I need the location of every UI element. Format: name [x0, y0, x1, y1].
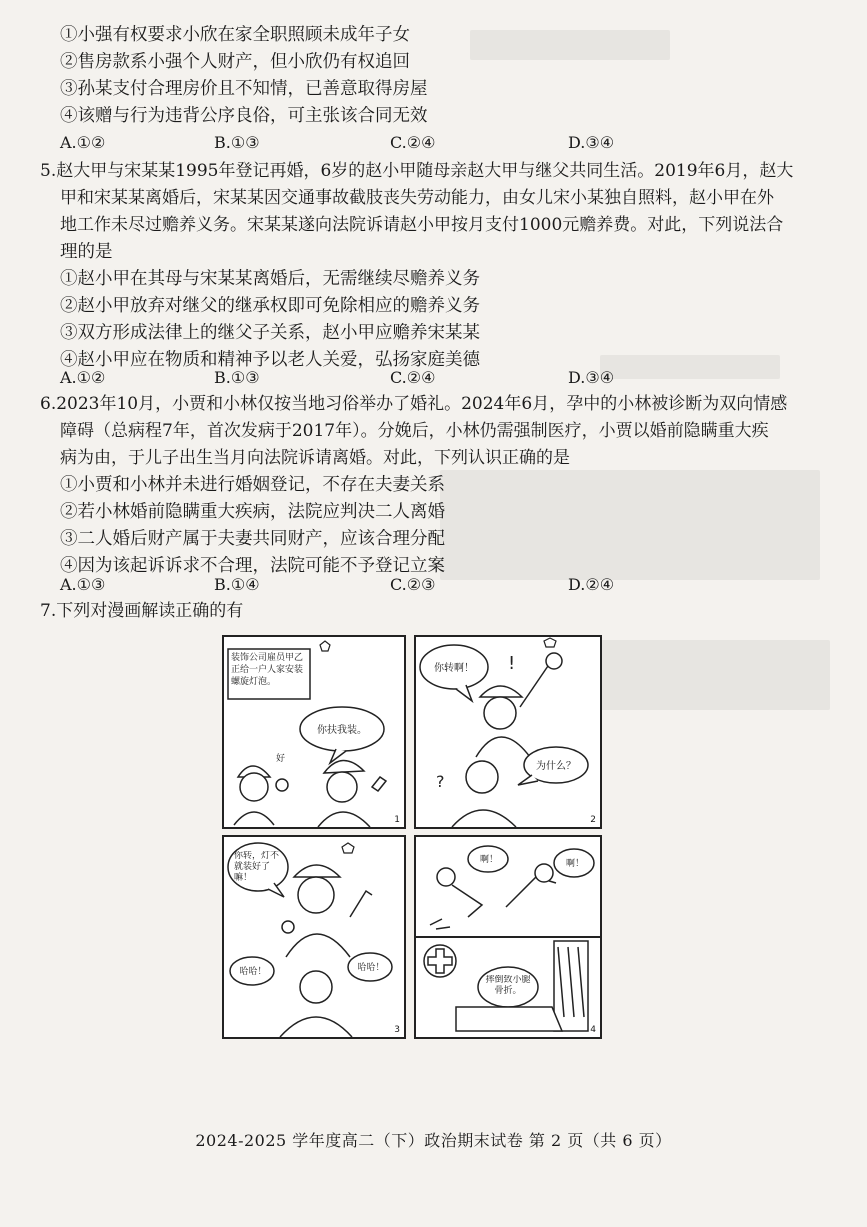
comic-ok-p1: 好 [276, 754, 286, 764]
q4-statement-1: ①小强有权要求小欣在家全职照顾未成年子女 [60, 25, 410, 45]
q4-option-d: D.③④ [568, 133, 615, 152]
q5-option-b: B.①③ [214, 368, 260, 387]
comic-bubble-p2-bottom: 为什么？ [536, 761, 576, 772]
comic-panel-4 [414, 835, 602, 1039]
q5-option-d: D.③④ [568, 368, 615, 387]
bleed-through-mark [600, 640, 830, 710]
q6-statement-2: ②若小林婚前隐瞒重大疾病，法院应判决二人离婚 [60, 502, 445, 522]
bleed-through-mark [440, 470, 820, 580]
comic-cast-caption: 摔倒致小腿骨折。 [485, 975, 531, 996]
comic-panel-3 [222, 835, 406, 1039]
comic-panel-1 [222, 635, 406, 829]
q4-statement-3: ③孙某支付合理房价且不知情，已善意取得房屋 [60, 79, 428, 99]
comic-bubble-p4-right: 啊！ [565, 859, 584, 869]
comic-panel-number: 4 [590, 1025, 596, 1035]
hospital-cross-icon [424, 945, 456, 977]
q6-option-d: D.②④ [568, 575, 615, 594]
bleed-through-mark [600, 355, 780, 379]
ceiling-socket-icon [320, 641, 330, 651]
q4-option-c: C.②④ [390, 133, 436, 152]
svg-text:!: ! [508, 653, 516, 674]
comic-panel-4-drawing [416, 837, 600, 1037]
comic-laugh-right: 哈哈！ [357, 963, 385, 973]
q4-statement-2: ②售房款系小强个人财产，但小欣仍有权追回 [60, 52, 410, 72]
worker-a-figure [234, 766, 288, 825]
q4-option-a: A.①② [60, 133, 106, 152]
worker-on-shoulders-figure [476, 653, 562, 757]
q4-statement-4: ④该赠与行为违背公序良俗，可主张该合同无效 [60, 106, 428, 126]
comic-bubble-p4-left: 啊！ [479, 855, 498, 865]
comic-panel-3-drawing [224, 837, 404, 1037]
comic-bubble-p3-top: 你转，灯不就装好了嘛！ [234, 851, 280, 883]
q4-option-b: B.①③ [214, 133, 260, 152]
page-footer: 2024-2025 学年度高二（下）政治期末试卷 第 2 页（共 6 页） [195, 1131, 672, 1150]
worker-base-figure [452, 761, 516, 827]
q6-stem-line-1: 6.2023年10月，小贾和小林仅按当地习俗举办了婚礼。2024年6月，孕中的小林被诊断为双向情感 [40, 394, 788, 414]
q6-stem-line-2: 障碍（总病程7年，首次发病于2017年）。分娩后，小林仍需强制医疗，小贾以婚前隐瞒重大疾 [60, 421, 769, 441]
worker-on-shoulders-figure [282, 865, 372, 957]
q5-option-c: C.②④ [390, 368, 436, 387]
q6-option-c: C.②③ [390, 575, 436, 594]
comic-bubble-p1: 你扶我装。 [317, 725, 367, 736]
q6-statement-1: ①小贾和小林并未进行婚姻登记，不存在夫妻关系 [60, 475, 445, 495]
q6-stem-line-3: 病为由，于儿子出生当月向法院诉请离婚。对此，下列认识正确的是 [60, 448, 570, 468]
falling-workers-figure [430, 864, 556, 929]
q5-stem-line-1: 5.赵大甲与宋某某1995年登记再婚，6岁的赵小甲随母亲赵大甲与继父共同生活。2019年6月，赵大 [40, 161, 794, 181]
comic-panel-1-drawing [224, 637, 404, 827]
q7-stem: 7.下列对漫画解读正确的有 [40, 601, 244, 621]
q5-stem-line-4: 理的是 [60, 242, 113, 262]
worker-b-figure [318, 760, 386, 827]
q6-option-b: B.①④ [214, 575, 260, 594]
q5-stem-line-2: 甲和宋某某离婚后，宋某某因交通事故截肢丧失劳动能力，由女儿宋小某独自照料，赵小甲在外 [60, 188, 774, 208]
svg-text:?: ? [436, 772, 445, 791]
comic-panel-2 [414, 635, 602, 829]
q5-stem-line-3: 地工作未尽过赡养义务。宋某某遂向法院诉请赵小甲按月支付1000元赡养费。对此，下列说法合 [60, 215, 784, 235]
comic-panel-number: 1 [394, 815, 400, 825]
q5-statement-1: ①赵小甲在其母与宋某某离婚后，无需继续尽赡养义务 [60, 269, 480, 289]
ceiling-socket-icon [342, 843, 354, 853]
comic-laugh-left: 哈哈！ [239, 967, 267, 977]
comic-caption-1: 装饰公司雇员甲乙正给一户人家安装螺旋灯泡。 [231, 653, 304, 687]
q6-option-a: A.①③ [60, 575, 106, 594]
comic-panel-number: 3 [394, 1025, 400, 1035]
bleed-through-mark [470, 30, 670, 60]
comic-panel-2-drawing [416, 637, 600, 827]
q5-statement-2: ②赵小甲放弃对继父的继承权即可免除相应的赡养义务 [60, 296, 480, 316]
q5-statement-3: ③双方形成法律上的继父子关系，赵小甲应赡养宋某某 [60, 323, 480, 343]
comic-panel-number: 2 [590, 815, 596, 825]
q5-option-a: A.①② [60, 368, 106, 387]
q6-statement-3: ③二人婚后财产属于夫妻共同财产，应该合理分配 [60, 529, 445, 549]
q6-statement-4: ④因为该起诉诉求不合理，法院可能不予登记立案 [60, 556, 445, 576]
worker-base-figure [280, 971, 352, 1037]
q5-statement-4: ④赵小甲应在物质和精神予以老人关爱，弘扬家庭美德 [60, 350, 480, 370]
ceiling-socket-icon [544, 638, 556, 647]
comic-bubble-p2-top: 你转啊！ [434, 663, 474, 674]
